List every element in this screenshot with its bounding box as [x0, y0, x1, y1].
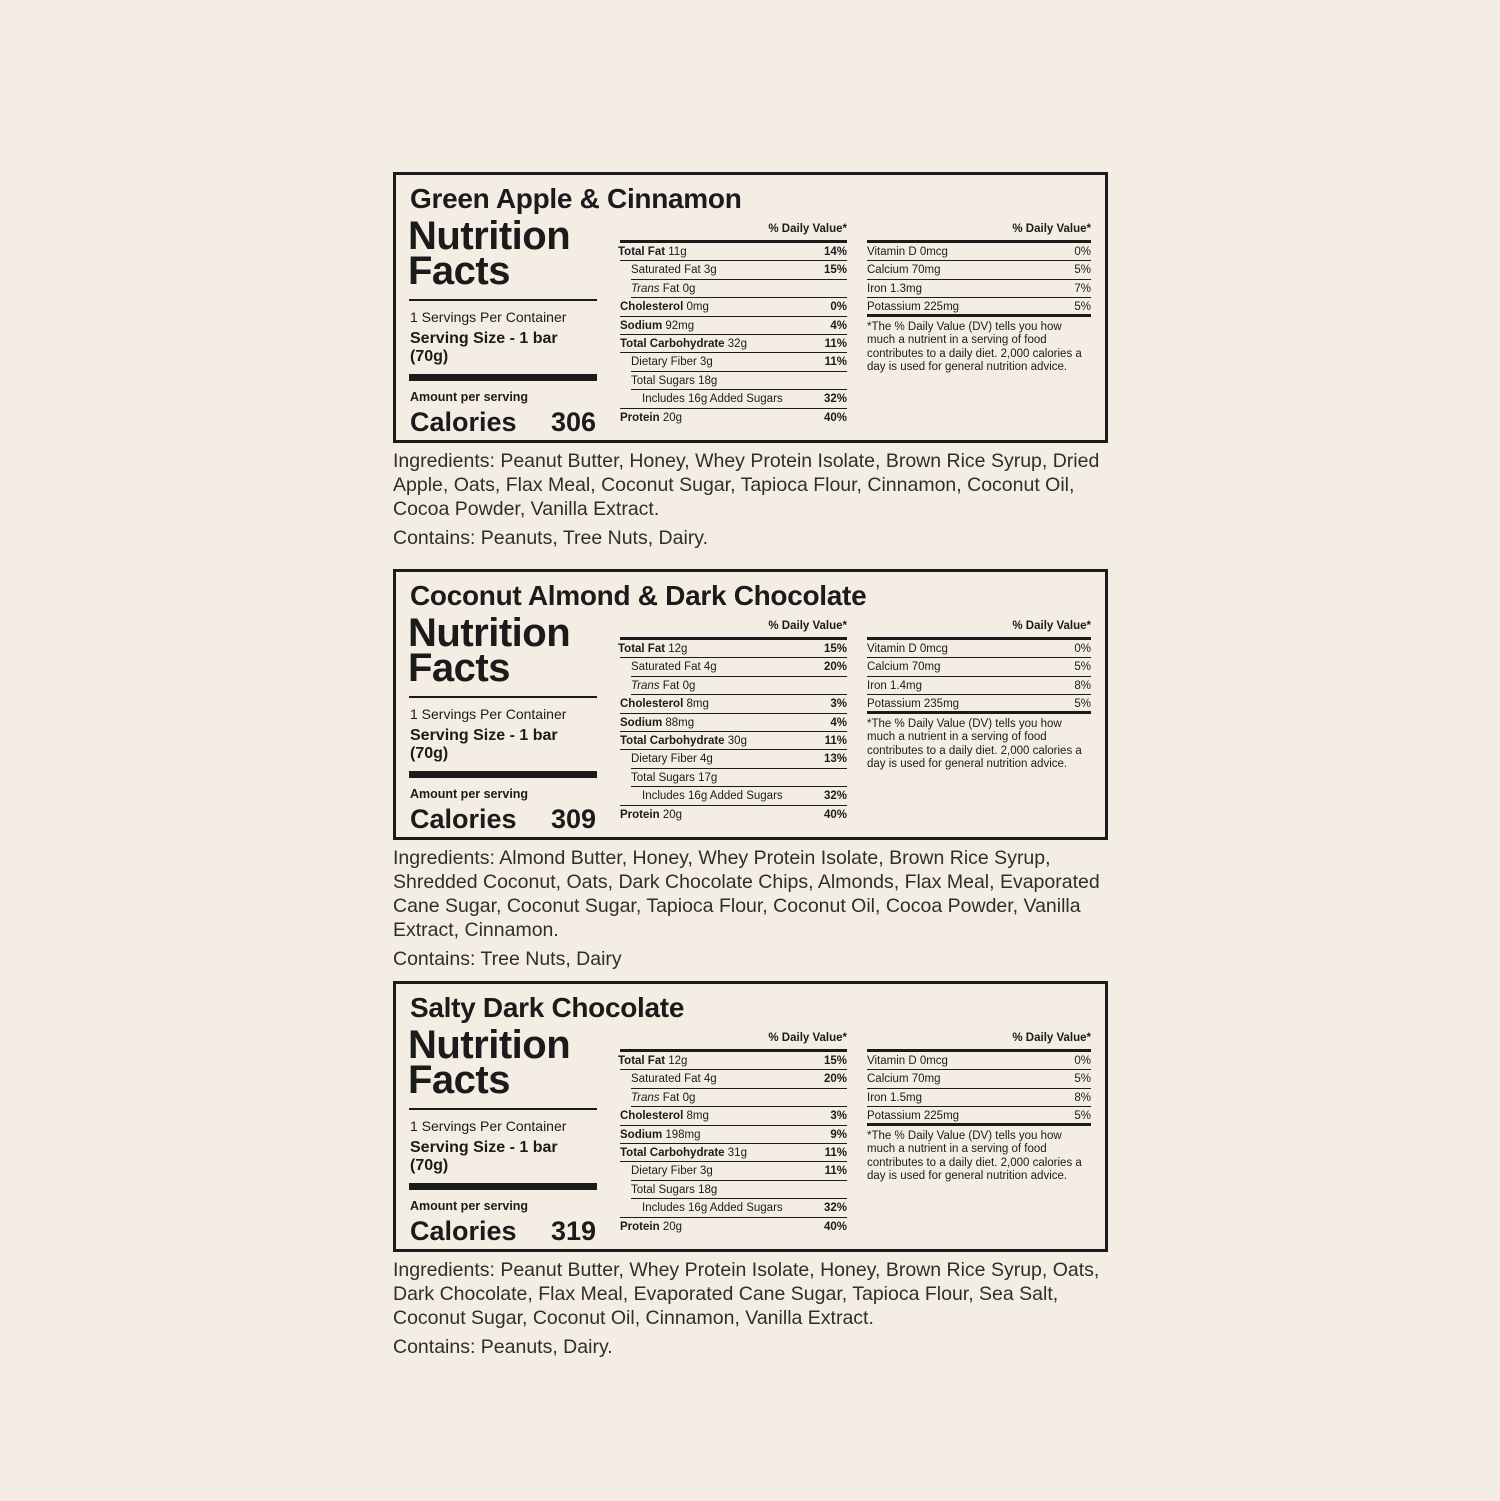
- nutrient-name: Total Sugars 17g: [631, 771, 718, 784]
- nutrient-row: [631, 750, 847, 768]
- product-name: Coconut Almond & Dark Chocolate: [410, 580, 867, 611]
- vitamin-row: [867, 261, 1091, 279]
- vitamin-percent: 8%: [1074, 1091, 1091, 1104]
- vitamin-percent: 0%: [1074, 643, 1091, 655]
- product-block: [393, 172, 1108, 550]
- nutrient-row: [620, 732, 847, 750]
- nutrient-row: [631, 769, 847, 787]
- nutrient-name: Total Sugars 18g: [631, 1183, 718, 1196]
- vitamin-row: [867, 695, 1091, 713]
- daily-value-percent: 11%: [824, 356, 847, 369]
- nutrient-name: Total Fat 12g: [618, 643, 688, 655]
- nutrient-name: Total Carbohydrate 30g: [620, 734, 747, 747]
- nutrient-name: Cholesterol 8mg: [620, 698, 709, 711]
- nutrient-name: Includes 16g Added Sugars: [642, 790, 783, 803]
- vitamin-name: Vitamin D 0mcg: [867, 246, 948, 258]
- daily-value-percent: 40%: [823, 1220, 847, 1233]
- nutrient-row: [631, 280, 847, 298]
- ingredients-text: Ingredients: Peanut Butter, Whey Protein Isolate, Honey, Brown Rice Syrup, Oats, Dark Chocolate, Flax Meal, Evaporated Cane Sugar, Tapioca Flour, Sea Salt, Coconut Sugar, Coconut Oil, Cinnamon, Vanilla Extract.: [393, 1259, 1100, 1329]
- daily-value-percent: 4%: [830, 716, 847, 729]
- nutrient-row: [631, 1089, 847, 1107]
- nutrient-name: Cholesterol 8mg: [620, 1110, 709, 1123]
- calories-label: Calories: [410, 1216, 517, 1246]
- nutrient-name: Protein 20g: [620, 808, 683, 821]
- ingredients-text: Ingredients: Peanut Butter, Honey, Whey Protein Isolate, Brown Rice Syrup, Dried Apple, Oats, Flax Meal, Coconut Sugar, Tapioca Flour, Cinnamon, Coconut Oil, Cocoa Powder, Vanilla Extract.: [393, 450, 1100, 520]
- daily-value-percent: 32%: [823, 1202, 847, 1215]
- daily-value-header: % Daily Value*: [867, 618, 1091, 640]
- thick-divider: [409, 1183, 597, 1190]
- daily-value-footnote: *The % Daily Value (DV) tells you how much a nutrient in a serving of food contributes to a daily diet. 2,000 calories a day is used for general nutrition advice.: [867, 320, 1082, 374]
- product-name: Salty Dark Chocolate: [410, 992, 685, 1023]
- nutrition-facts-panel: [393, 981, 1108, 1252]
- daily-value-header: % Daily Value*: [867, 221, 1091, 243]
- allergen-contains: Contains: Peanuts, Dairy.: [393, 1336, 613, 1358]
- ingredients-text: Ingredients: Almond Butter, Honey, Whey Protein Isolate, Brown Rice Syrup, Shredded Coconut, Oats, Dark Chocolate Chips, Almonds, Flax Meal, Evaporated Cane Sugar, Coconut Sugar, Tapioca Flour, Coconut Oil, Cocoa Powder, Vanilla Extract, Cinnamon.: [393, 847, 1100, 941]
- nutrient-name: Total Fat 11g: [618, 246, 687, 258]
- vitamin-row: [867, 640, 1091, 658]
- nutrition-facts-title: Nutrition Facts: [408, 611, 571, 690]
- nutrient-name: Total Carbohydrate 31g: [620, 1146, 747, 1159]
- nutrient-row: [631, 1181, 847, 1199]
- nutrient-name: Total Carbohydrate 32g: [620, 337, 747, 350]
- vitamin-row: [867, 658, 1091, 676]
- nutrient-row: [620, 787, 847, 805]
- vitamin-percent: 5%: [1074, 264, 1091, 277]
- nutrient-row: [620, 335, 847, 353]
- vitamin-row: [867, 1089, 1091, 1107]
- vitamin-name: Iron 1.4mg: [867, 679, 922, 692]
- allergen-contains: Contains: Tree Nuts, Dairy: [393, 948, 622, 970]
- nutrient-name: Dietary Fiber 4g: [631, 753, 713, 766]
- daily-value-percent: 20%: [823, 661, 847, 674]
- nutrient-name: Trans Fat 0g: [631, 1091, 696, 1104]
- daily-value-header: % Daily Value*: [867, 1030, 1091, 1052]
- nutrient-row: [620, 317, 847, 335]
- nutrient-row: [620, 1144, 847, 1162]
- nutrient-rows: [620, 1052, 847, 1236]
- daily-value-percent: 15%: [823, 1055, 847, 1067]
- vitamin-percent: 5%: [1074, 661, 1091, 674]
- nutrient-row: [620, 714, 847, 732]
- vitamin-table: [867, 1030, 1091, 1184]
- nutrient-name: Sodium 92mg: [620, 319, 695, 332]
- nutrient-name: Saturated Fat 3g: [631, 264, 717, 277]
- nutrient-row: [620, 1199, 847, 1217]
- vitamin-row: [867, 1070, 1091, 1088]
- daily-value-percent: 20%: [823, 1073, 847, 1086]
- daily-value-footnote: *The % Daily Value (DV) tells you how much a nutrient in a serving of food contributes to a daily diet. 2,000 calories a day is used for general nutrition advice.: [867, 1129, 1082, 1183]
- nutrient-row: [620, 640, 847, 658]
- vitamin-name: Iron 1.5mg: [867, 1091, 922, 1104]
- nutrient-row: [620, 1052, 847, 1070]
- vitamin-percent: 5%: [1074, 301, 1091, 314]
- daily-value-percent: 13%: [823, 753, 847, 766]
- vitamin-percent: 5%: [1074, 698, 1091, 711]
- vitamin-percent: 0%: [1074, 246, 1091, 258]
- calories-label: Calories: [410, 407, 517, 437]
- daily-value-percent: 0%: [830, 301, 847, 314]
- vitamin-percent: 8%: [1074, 679, 1091, 692]
- serving-size: Serving Size - 1 bar (70g): [410, 330, 558, 365]
- nutrient-row: [631, 1070, 847, 1088]
- nutrient-row: [620, 409, 847, 427]
- nutrient-name: Protein 20g: [620, 1220, 683, 1233]
- vitamin-percent: 5%: [1074, 1110, 1091, 1123]
- vitamin-name: Vitamin D 0mcg: [867, 1055, 948, 1067]
- daily-value-percent: 32%: [823, 790, 847, 803]
- nutrition-facts-panel: [393, 569, 1108, 840]
- product-block: [393, 981, 1108, 1359]
- nutrient-name: Dietary Fiber 3g: [631, 1165, 713, 1178]
- nutrient-name: Dietary Fiber 3g: [631, 356, 713, 369]
- product-block: [393, 569, 1108, 971]
- nutrient-row: [620, 806, 847, 824]
- nutrient-row: [631, 261, 847, 279]
- vitamin-name: Vitamin D 0mcg: [867, 643, 948, 655]
- daily-value-percent: 15%: [823, 264, 847, 277]
- vitamin-name: Calcium 70mg: [867, 264, 941, 277]
- divider: [409, 696, 597, 698]
- nutrient-name: Saturated Fat 4g: [631, 1073, 717, 1086]
- nutrition-facts-panel: [393, 172, 1108, 443]
- calories-label: Calories: [410, 804, 517, 834]
- vitamin-percent: 0%: [1074, 1055, 1091, 1067]
- vitamin-percent: 7%: [1074, 282, 1091, 295]
- thick-divider: [409, 771, 597, 778]
- nutrient-row: [631, 372, 847, 390]
- nutrient-table: [620, 1030, 847, 1236]
- nutrient-row: [620, 695, 847, 713]
- vitamin-name: Potassium 235mg: [867, 698, 960, 711]
- daily-value-header: % Daily Value*: [620, 221, 847, 243]
- vitamin-row: [867, 280, 1091, 298]
- daily-value-percent: 32%: [823, 393, 847, 406]
- vitamin-row: [867, 1052, 1091, 1070]
- calories-value: 319: [550, 1216, 596, 1246]
- nutrient-name: Saturated Fat 4g: [631, 661, 717, 674]
- vitamin-percent: 5%: [1074, 1073, 1091, 1086]
- daily-value-percent: 15%: [823, 643, 847, 655]
- vitamin-row: [867, 677, 1091, 695]
- vitamin-rows: [867, 243, 1091, 317]
- nutrient-row: [631, 677, 847, 695]
- nutrient-row: [620, 1107, 847, 1125]
- calories-value: 309: [550, 804, 596, 834]
- nutrient-row: [620, 243, 847, 261]
- daily-value-percent: 11%: [824, 1146, 847, 1159]
- nutrient-rows: [620, 640, 847, 824]
- vitamin-name: Potassium 225mg: [867, 301, 960, 314]
- thick-divider: [409, 374, 597, 381]
- nutrient-row: [631, 658, 847, 676]
- daily-value-percent: 40%: [823, 411, 847, 424]
- nutrient-name: Trans Fat 0g: [631, 282, 696, 295]
- divider: [409, 1108, 597, 1110]
- vitamin-table: [867, 221, 1091, 375]
- nutrient-row: [620, 1218, 847, 1236]
- nutrient-name: Includes 16g Added Sugars: [642, 393, 783, 406]
- daily-value-percent: 11%: [824, 1165, 847, 1178]
- daily-value-header: % Daily Value*: [620, 1030, 847, 1052]
- daily-value-footnote: *The % Daily Value (DV) tells you how much a nutrient in a serving of food contributes to a daily diet. 2,000 calories a day is used for general nutrition advice.: [867, 717, 1082, 771]
- vitamin-name: Calcium 70mg: [867, 1073, 941, 1086]
- nutrient-row: [631, 353, 847, 371]
- amount-per-serving: Amount per serving: [410, 1199, 529, 1213]
- divider: [409, 299, 597, 301]
- serving-size: Serving Size - 1 bar (70g): [410, 1139, 558, 1174]
- daily-value-percent: 4%: [830, 319, 847, 332]
- daily-value-percent: 11%: [824, 337, 847, 350]
- vitamin-name: Iron 1.3mg: [867, 282, 922, 295]
- daily-value-percent: 9%: [830, 1128, 847, 1141]
- nutrition-facts-title: Nutrition Facts: [408, 214, 571, 293]
- nutrient-name: Sodium 88mg: [620, 716, 695, 729]
- nutrient-table: [620, 618, 847, 824]
- nutrition-facts-title: Nutrition Facts: [408, 1023, 571, 1102]
- daily-value-header: % Daily Value*: [620, 618, 847, 640]
- nutrient-name: Total Sugars 18g: [631, 374, 718, 387]
- nutrient-name: Cholesterol 0mg: [620, 301, 709, 314]
- vitamin-row: [867, 298, 1091, 316]
- nutrient-row: [620, 298, 847, 316]
- serving-size: Serving Size - 1 bar (70g): [410, 727, 558, 762]
- nutrient-rows: [620, 243, 847, 427]
- daily-value-percent: 3%: [830, 698, 847, 711]
- nutrient-row: [631, 1162, 847, 1180]
- nutrient-name: Protein 20g: [620, 411, 683, 424]
- vitamin-rows: [867, 1052, 1091, 1126]
- nutrient-row: [620, 1126, 847, 1144]
- vitamin-row: [867, 243, 1091, 261]
- nutrient-name: Total Fat 12g: [618, 1055, 688, 1067]
- vitamin-name: Calcium 70mg: [867, 661, 941, 674]
- daily-value-percent: 11%: [824, 734, 847, 747]
- nutrient-row: [620, 390, 847, 408]
- calories-value: 306: [550, 407, 596, 437]
- allergen-contains: Contains: Peanuts, Tree Nuts, Dairy.: [393, 527, 709, 549]
- amount-per-serving: Amount per serving: [410, 787, 529, 801]
- vitamin-table: [867, 618, 1091, 772]
- vitamin-name: Potassium 225mg: [867, 1110, 960, 1123]
- amount-per-serving: Amount per serving: [410, 390, 529, 404]
- product-name: Green Apple & Cinnamon: [410, 183, 742, 214]
- daily-value-percent: 14%: [823, 246, 847, 258]
- daily-value-percent: 3%: [830, 1110, 847, 1123]
- servings-per-container: 1 Servings Per Container: [410, 706, 567, 722]
- nutrient-name: Trans Fat 0g: [631, 679, 696, 692]
- nutrient-name: Includes 16g Added Sugars: [642, 1202, 783, 1215]
- daily-value-percent: 40%: [823, 808, 847, 821]
- nutrient-name: Sodium 198mg: [620, 1128, 701, 1141]
- servings-per-container: 1 Servings Per Container: [410, 1118, 567, 1134]
- nutrient-table: [620, 221, 847, 427]
- servings-per-container: 1 Servings Per Container: [410, 309, 567, 325]
- vitamin-row: [867, 1107, 1091, 1125]
- vitamin-rows: [867, 640, 1091, 714]
